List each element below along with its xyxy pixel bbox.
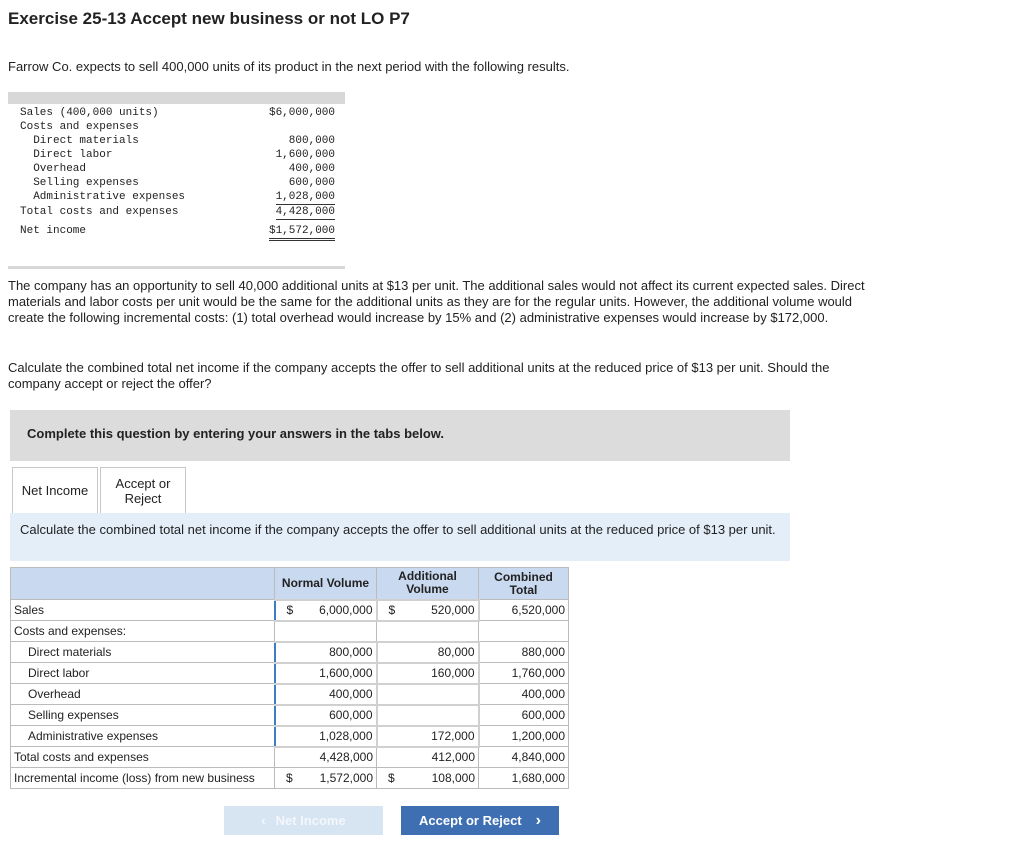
statement-row [8, 134, 345, 148]
prev-tab-label: Net Income [275, 813, 346, 828]
statement-value: $6,000,000 [268, 107, 335, 119]
table-row [11, 705, 569, 726]
sales-normal-input[interactable] [275, 600, 377, 621]
empty-cell [377, 621, 479, 642]
row-label-admin: Administrative expenses [11, 726, 275, 747]
income-additional-value [377, 768, 479, 789]
statement-label: Net income [20, 225, 87, 237]
header-combined-total: Combined Total [479, 568, 569, 600]
statement-row [8, 106, 345, 120]
statement-row [8, 190, 345, 204]
table-row [11, 726, 569, 747]
header-blank [11, 568, 275, 600]
sell-normal-input[interactable]: 600,000 [275, 705, 377, 726]
income-combined-value: 1,680,000 [479, 768, 569, 789]
table-row [11, 663, 569, 684]
statement-row [8, 224, 345, 238]
statement-row [8, 120, 345, 134]
currency-symbol: $ [388, 771, 395, 785]
empty-cell [275, 621, 377, 642]
statement-value: 1,600,000 [275, 149, 335, 161]
next-tab-label: Accept or Reject [419, 813, 522, 828]
table-row [11, 642, 569, 663]
table-row [11, 684, 569, 705]
dm-normal-input[interactable]: 800,000 [275, 642, 377, 663]
statement-label: Sales (400,000 units) [20, 107, 159, 119]
instructions-banner [10, 410, 790, 461]
row-label-direct-materials: Direct materials [11, 642, 275, 663]
dl-additional-input[interactable]: 160,000 [377, 663, 479, 684]
sales-additional-input[interactable] [377, 600, 479, 621]
row-label-income: Incremental income (loss) from new business [11, 768, 275, 789]
sell-additional-input[interactable] [377, 705, 479, 726]
currency-symbol: $ [388, 603, 396, 617]
row-label-overhead: Overhead [11, 684, 275, 705]
tab-net-income[interactable] [12, 467, 98, 513]
statement-value: 800,000 [288, 135, 335, 147]
statement-label: Direct labor [20, 149, 113, 161]
question-paragraph: Calculate the combined total net income if the company accepts the offer to sell additional units at the reduced price of $13 per unit. Should the company accept or reject the offer? [8, 360, 830, 391]
row-label-selling: Selling expenses [11, 705, 275, 726]
tab-accept-or-reject[interactable] [100, 467, 186, 513]
total-additional-value: 412,000 [377, 747, 479, 768]
statement-value: 4,428,000 [275, 206, 335, 218]
dm-combined-value: 880,000 [479, 642, 569, 663]
cell-value: 6,000,000 [319, 603, 373, 617]
page-title: Exercise 25-13 Accept new business or not LO P7 [8, 9, 410, 28]
tab-instruction: Calculate the combined total net income if the company accepts the offer to sell additional units at the reduced price of $13 per unit. [10, 513, 790, 561]
oh-normal-input[interactable]: 400,000 [275, 684, 377, 705]
statement-row [8, 205, 345, 219]
intro-text: Farrow Co. expects to sell 400,000 units of its product in the next period with the following results. [8, 59, 570, 74]
admin-combined-value: 1,200,000 [479, 726, 569, 747]
total-combined-value: 4,840,000 [479, 747, 569, 768]
currency-symbol: $ [286, 603, 294, 617]
table-row [11, 600, 569, 621]
statement-label: Costs and expenses [20, 121, 139, 133]
next-tab-button[interactable] [401, 806, 559, 835]
table-row [11, 768, 569, 789]
tab-label: Net Income [21, 483, 89, 498]
row-label-sales: Sales [11, 600, 275, 621]
statement-value: 600,000 [288, 177, 335, 189]
income-statement [8, 92, 345, 269]
income-normal-value [275, 768, 377, 789]
cell-value: 108,000 [431, 771, 475, 785]
statement-value: $1,572,000 [269, 224, 335, 241]
chevron-left-icon: ‹ [261, 813, 266, 828]
admin-additional-input[interactable]: 172,000 [377, 726, 479, 747]
sales-combined-value: 6,520,000 [479, 600, 569, 621]
statement-label: Administrative expenses [20, 191, 186, 203]
statement-row [8, 148, 345, 162]
statement-value: 400,000 [288, 163, 335, 175]
statement-label: Direct materials [20, 135, 139, 147]
sell-combined-value: 600,000 [479, 705, 569, 726]
table-header-row [11, 568, 569, 600]
header-normal-volume: Normal Volume [275, 568, 377, 600]
prev-tab-button[interactable] [224, 806, 383, 835]
chevron-right-icon: › [535, 811, 541, 829]
statement-row [8, 176, 345, 190]
answer-table [10, 567, 569, 789]
table-row [11, 621, 569, 642]
dm-additional-input[interactable]: 80,000 [377, 642, 479, 663]
dl-normal-input[interactable]: 1,600,000 [275, 663, 377, 684]
admin-normal-input[interactable]: 1,028,000 [275, 726, 377, 747]
total-normal-value: 4,428,000 [275, 747, 377, 768]
oh-combined-value: 400,000 [479, 684, 569, 705]
cell-value: 1,572,000 [319, 771, 373, 785]
row-label-direct-labor: Direct labor [11, 663, 275, 684]
row-label-total-costs: Total costs and expenses [11, 747, 275, 768]
statement-label: Total costs and expenses [20, 206, 179, 218]
currency-symbol: $ [286, 771, 293, 785]
header-additional-volume: Additional Volume [377, 568, 479, 600]
instructions-banner-text: Complete this question by entering your answers in the tabs below. [27, 426, 445, 441]
oh-additional-input[interactable] [377, 684, 479, 705]
statement-value: 1,028,000 [275, 191, 335, 203]
statement-label: Selling expenses [20, 177, 139, 189]
statement-label: Overhead [20, 163, 87, 175]
statement-row [8, 162, 345, 176]
tab-label: Accept or Reject [115, 475, 171, 506]
row-label-costs: Costs and expenses: [11, 621, 275, 642]
table-row [11, 747, 569, 768]
cell-value: 520,000 [431, 603, 475, 617]
problem-paragraph: The company has an opportunity to sell 40,000 additional units at $13 per unit. The additional sales would not affect its current expected sales. Direct materials and labor costs per unit would be the same for the additional units as they are for the regular units. However, the additional volume would create the following incremental costs: (1) total overhead would increase by 15% and (2) administrative expenses would increase by $172,000. [8, 278, 865, 325]
dl-combined-value: 1,760,000 [479, 663, 569, 684]
empty-cell [479, 621, 569, 642]
